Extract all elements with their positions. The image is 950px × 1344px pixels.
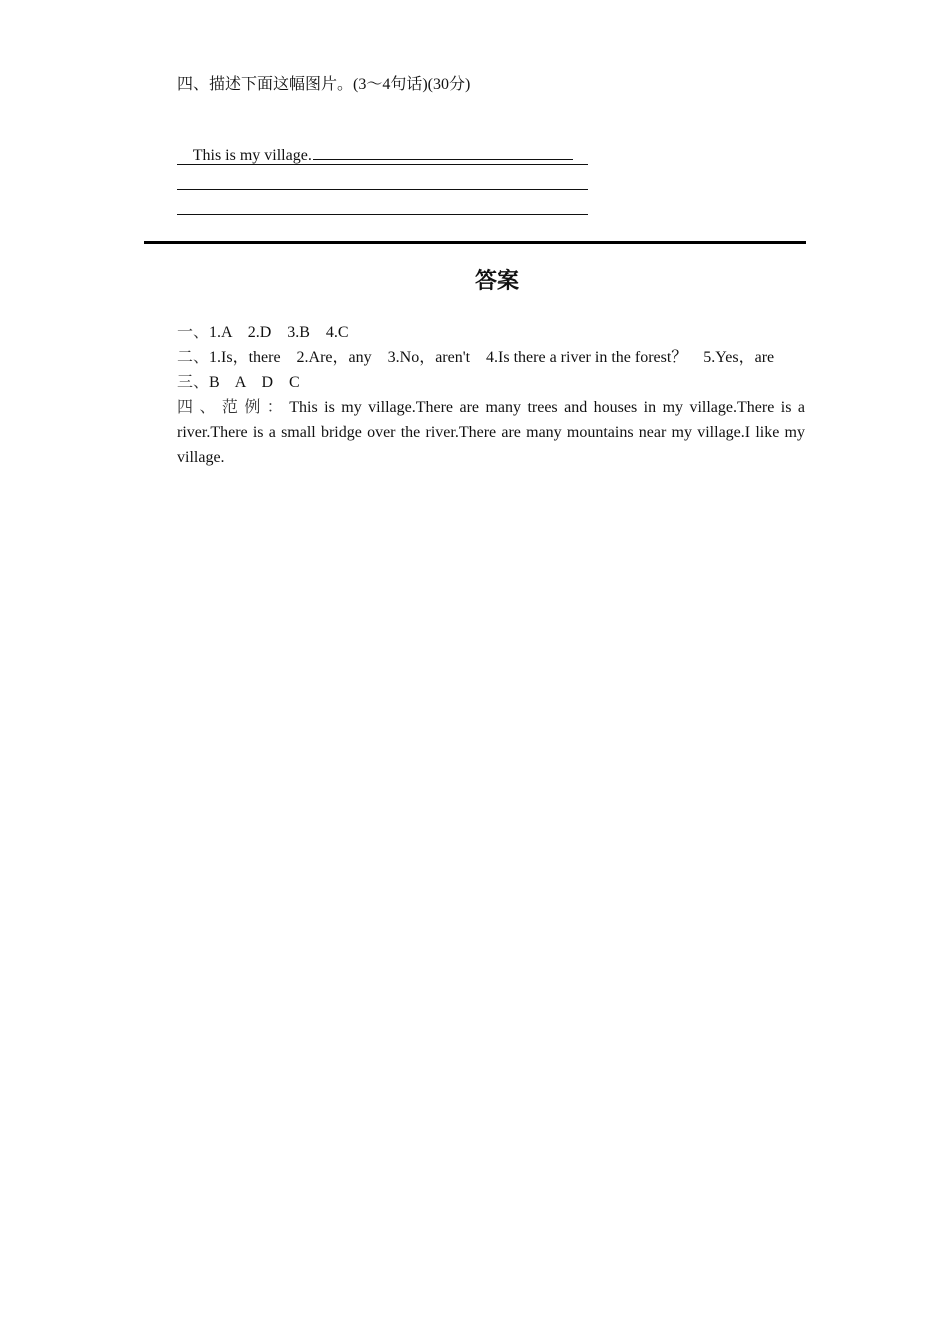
writing-prompt-line: [177, 124, 573, 186]
answer-part-2-text: 1.Is，there 2.Are，any 3.No，aren't 4.Is there a river in the forest？ 5.Yes，are: [209, 349, 775, 366]
question-4-instruction: 四、描述下面这幅图片。: [177, 74, 354, 93]
writing-blank-4[interactable]: [177, 214, 588, 215]
section-divider: [144, 241, 806, 244]
answer-part-3-label: 三、: [177, 372, 210, 391]
question-4-heading: [177, 74, 470, 95]
answer-part-2-label: 二、: [177, 347, 210, 366]
answers-title: 答案: [474, 269, 519, 294]
writing-blank-3[interactable]: [177, 189, 588, 190]
answer-part-4-label: 四、范例：: [177, 397, 290, 416]
answer-part-3: [177, 369, 805, 395]
writing-prompt-text: This is my village.: [192, 147, 312, 164]
answer-part-1: [177, 319, 805, 345]
answer-part-4: [177, 394, 805, 470]
answer-part-1-text: 1.A 2.D 3.B 4.C: [209, 324, 349, 341]
answer-part-3-text: B A D C: [209, 374, 300, 391]
answer-part-4-text: This is my village.There are many trees and houses in my village.There is a river.There is a small bridge over the river.There are many mountains near my village.I like my village.: [177, 399, 805, 466]
answer-part-2: [177, 344, 805, 370]
answer-part-1-label: 一、: [177, 322, 210, 341]
writing-blank-1[interactable]: [313, 144, 573, 160]
question-4-points: (3～4句话)(30分): [353, 76, 471, 93]
writing-blank-2[interactable]: [177, 164, 588, 165]
